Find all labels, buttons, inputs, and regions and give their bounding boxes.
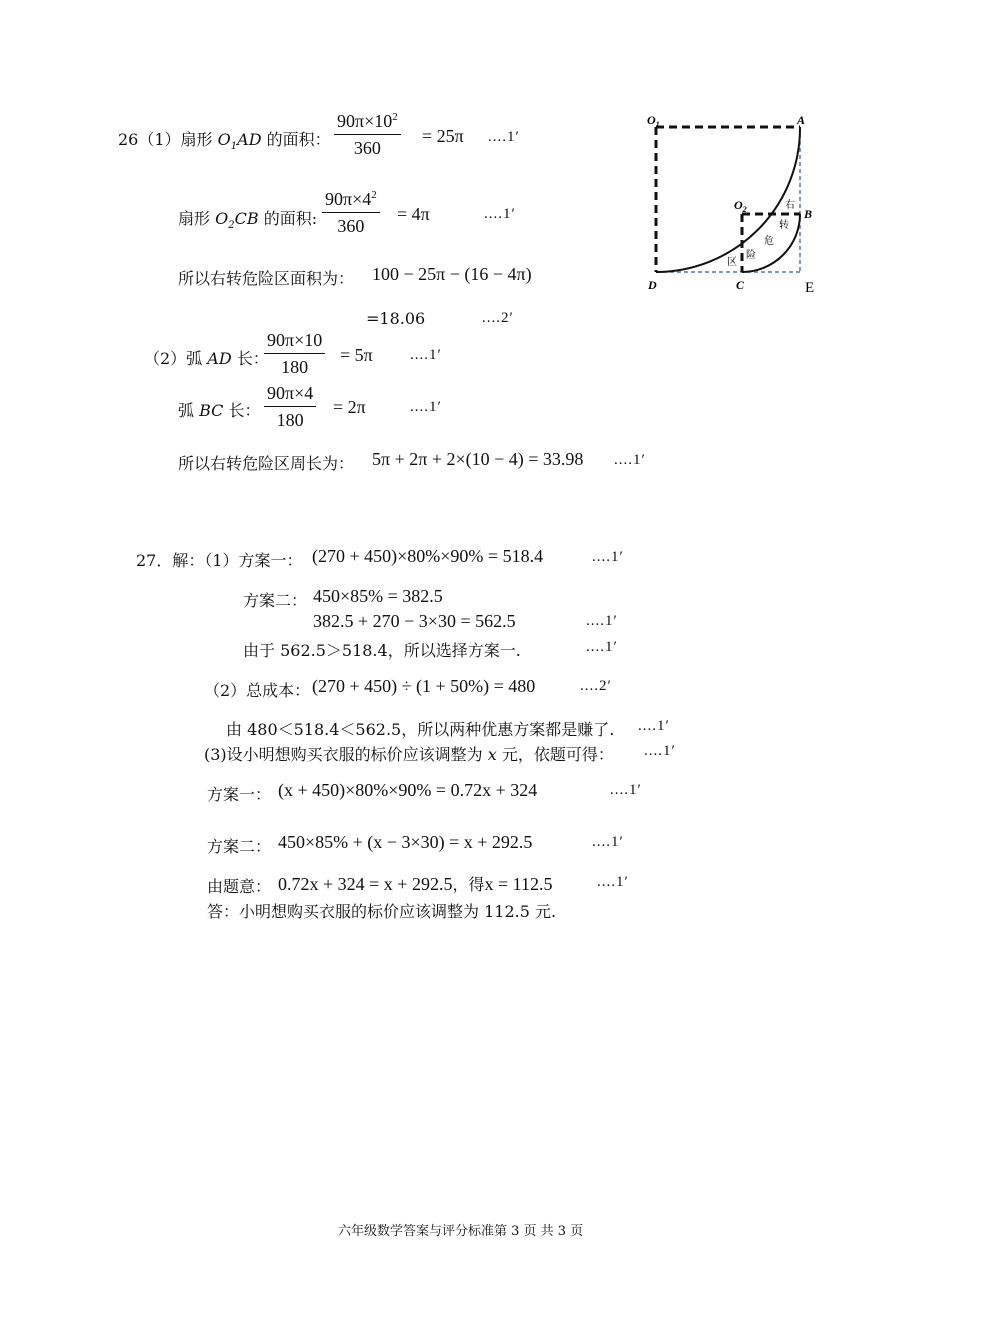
label-o1: $O_1$ bbox=[647, 113, 660, 129]
q26-arc-ad-fraction: $\frac{90\pi\times 10}{180}$ bbox=[264, 330, 325, 378]
q27-part3-text: (3)设小明想购买衣服的标价应该调整为 x 元，依题可得： bbox=[204, 745, 614, 764]
q27-plan2-total: 382.5 + 270 − 3×30 = 562.5 bbox=[313, 611, 516, 631]
q26-arc-ad-label: （2）弧 AD 长： bbox=[144, 349, 269, 368]
q26-arc-bc-result: = 2π bbox=[333, 397, 366, 417]
page-footer: 六年级数学答案与评分标准第 3 页 共 3 页 bbox=[338, 1224, 584, 1239]
q26-part2-label: 扇形 $O_2CB$ 的面积: bbox=[178, 209, 318, 232]
q27-plan1-points: ....1′ bbox=[592, 549, 624, 565]
q27-plan1-x-expression: (x + 450)×80%×90% = 0.72x + 324 bbox=[278, 780, 538, 800]
q26-area-text: 所以右转危险区面积为： bbox=[178, 269, 355, 288]
q26-arc-bc-label: 弧 BC 长： bbox=[178, 401, 261, 420]
q27-plan2-x-label: 方案二： bbox=[207, 837, 272, 856]
q26-area-expression: 100 − 25π − (16 − 4π) bbox=[372, 264, 532, 284]
label-o2: $O_2$ bbox=[734, 198, 747, 214]
q26-part2-result: = 4π bbox=[397, 204, 430, 224]
q26-arc-bc-points: ....1′ bbox=[410, 399, 442, 415]
q27-profit-points: ....1′ bbox=[638, 718, 670, 734]
sector-diagram bbox=[640, 108, 830, 303]
q26-part2-points: ....1′ bbox=[484, 206, 516, 222]
q27-compare-points: ....1′ bbox=[586, 639, 618, 655]
region-char-1: 右 bbox=[785, 200, 795, 211]
label-e: E bbox=[805, 280, 815, 296]
q27-plan2-label: 方案二： bbox=[243, 591, 308, 610]
q26-part1-label: 26（1）扇形 $O_1AD$ 的面积： bbox=[118, 130, 331, 153]
label-d: D bbox=[648, 278, 657, 292]
label-c: C bbox=[736, 278, 745, 292]
region-char-5: 区 bbox=[727, 257, 737, 268]
q26-perimeter-expression: 5π + 2π + 2×(10 − 4) = 33.98 bbox=[372, 449, 584, 469]
q27-cost-label: （2）总成本： bbox=[204, 681, 311, 700]
region-char-2: 转 bbox=[779, 220, 789, 231]
q27-plan1-x-points: ....1′ bbox=[610, 782, 642, 798]
q26-area-result: =18.06 bbox=[366, 309, 426, 328]
q27-plan1-label: 27．解：（1）方案一： bbox=[136, 551, 303, 570]
q27-equation-label: 由题意： bbox=[207, 877, 272, 896]
q27-plan1-expression: (270 + 450)×80%×90% = 518.4 bbox=[312, 546, 544, 566]
q26-perimeter-points: ....1′ bbox=[614, 452, 646, 468]
region-char-4: 险 bbox=[746, 250, 756, 261]
q27-part3-points: ....1′ bbox=[644, 743, 676, 759]
q26-perimeter-text: 所以右转危险区周长为： bbox=[178, 454, 355, 473]
q27-plan2-points: ....1′ bbox=[586, 613, 618, 629]
q27-cost-expression: (270 + 450) ÷ (1 + 50%) = 480 bbox=[312, 676, 536, 696]
q26-arc-ad-points: ....1′ bbox=[410, 347, 442, 363]
q26-part1-result: = 25π bbox=[422, 126, 464, 146]
arc-ad bbox=[656, 127, 800, 272]
q27-plan2-expression: 450×85% = 382.5 bbox=[313, 586, 443, 606]
q27-equation-points: ....1′ bbox=[597, 874, 629, 890]
q26-arc-bc-fraction: $\frac{90\pi\times 4}{180}$ bbox=[264, 383, 316, 431]
q27-plan2-x-points: ....1′ bbox=[592, 834, 624, 850]
q27-profit-text: 由 480＜518.4＜562.5，所以两种优惠方案都是赚了. bbox=[226, 720, 615, 739]
q27-plan1-x-label: 方案一： bbox=[207, 785, 272, 804]
q27-plan2-x-expression: 450×85% + (x − 3×30) = x + 292.5 bbox=[278, 832, 533, 852]
q26-part1-points: ....1′ bbox=[488, 129, 520, 145]
q27-compare-text: 由于 562.5＞518.4，所以选择方案一. bbox=[243, 641, 521, 660]
q27-answer: 答：小明想购买衣服的标价应该调整为 112.5 元. bbox=[207, 902, 557, 921]
q26-arc-ad-result: = 5π bbox=[340, 345, 373, 365]
q26-part1-fraction: $\frac{90\pi\times 10^2}{360}$ bbox=[334, 111, 401, 159]
label-a: A bbox=[797, 113, 806, 127]
label-b: B bbox=[804, 207, 813, 221]
q27-equation: 0.72x + 324 = x + 292.5，得x = 112.5 bbox=[278, 874, 553, 894]
q26-part2-fraction: $\frac{90\pi\times 4^2}{360}$ bbox=[322, 189, 380, 237]
q27-cost-points: ....2′ bbox=[580, 678, 612, 694]
region-char-3: 危 bbox=[764, 236, 774, 247]
q26-area-points: ....2′ bbox=[482, 310, 514, 326]
